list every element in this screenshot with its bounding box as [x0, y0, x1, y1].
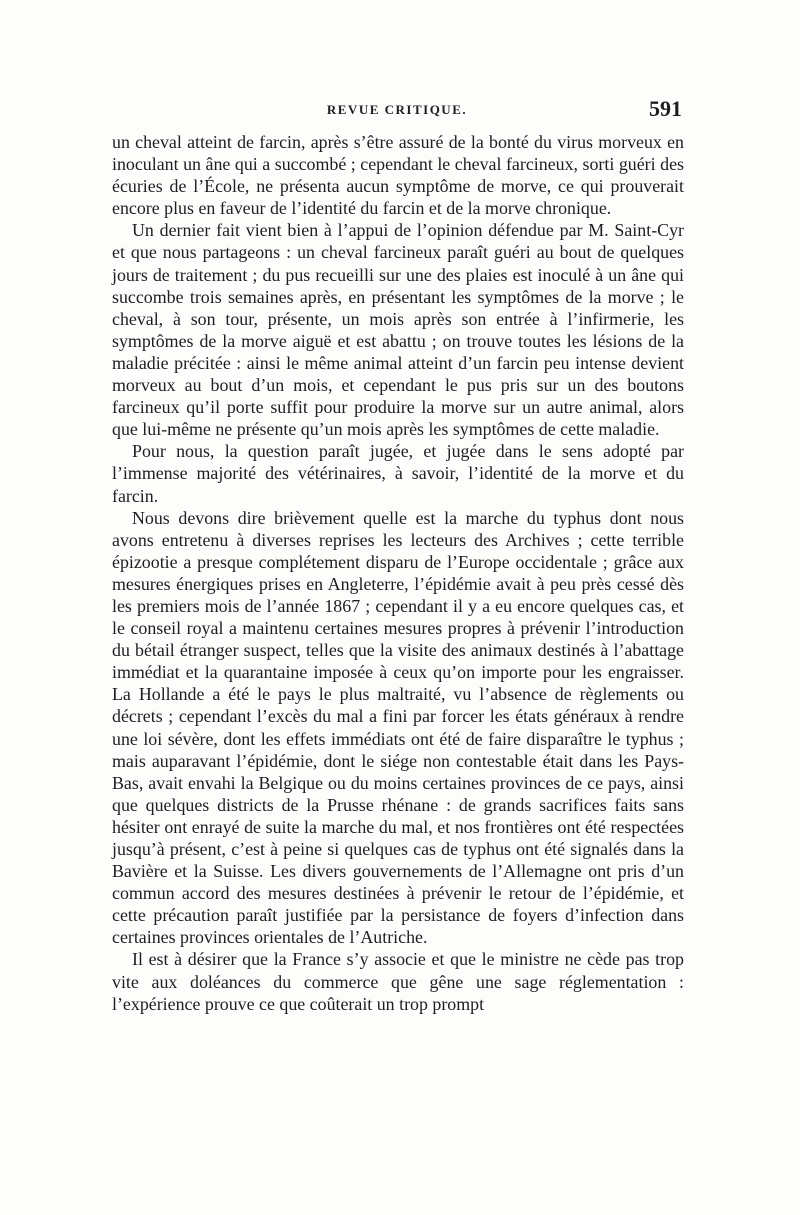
paragraph-saint-cyr: Un dernier fait vient bien à l’appui de l’opinion défendue par M. Saint-Cyr et que nous partageons : un cheval farcineux paraît guéri au bout de quelques jours de traitement ; du pus recueilli sur une des plaies est inoculé à un âne qui succombe trois semaines après, en présentant les symptômes de la morve ; le cheval, à son tour, présente, un mois après son entrée à l’infirmerie, les symptômes de la morve aiguë et est abattu ; on trouve toutes les lésions de la maladie précitée : ainsi le même animal atteint d’un farcin peu intense devient morveux au bout d’un mois, et cependant le pus pris sur un des boutons farcineux qu’il porte suffit pour produire la morve sur un autre animal, alors que lui-même ne présente qu’un mois après les symptômes de cette maladie.	[112, 220, 684, 440]
paragraph-typhus: Nous devons dire brièvement quelle est la marche du typhus dont nous avons entretenu à diverses reprises les lecteurs des Archives ; cette terrible épizootie a presque complétement disparu de l’Europe occidentale ; grâce aux mesures énergiques prises en Angleterre, l’épidémie avait à peu près cessé dès les premiers mois de l’année 1867 ; cependant il y a eu encore quelques cas, et le conseil royal a maintenu certaines mesures propres à prévenir l’introduction du bétail étranger suspect, telles que la visite des animaux destinés à l’abattage immédiat et la quarantaine imposée à ceux qu’on importe pour les engraisser. La Hollande a été le pays le plus maltraité, vu l’absence de règlements ou décrets ; cependant l’excès du mal a fini par forcer les états généraux à rendre une loi sévère, dont les effets immédiats ont été de faire disparaître le typhus ; mais auparavant l’épidémie, dont le siége non contestable était dans les Pays-Bas, avait envahi la Belgique ou du moins certaines provinces de ce pays, ainsi que quelques districts de la Prusse rhénane : de grands sacrifices faits sans hésiter ont enrayé de suite la marche du mal, et nos frontières ont été respectées jusqu’à présent, c’est à peine si quelques cas de typhus ont été signalés dans la Bavière et la Suisse. Les divers gouvernements de l’Allemagne ont pris d’un commun accord des mesures destinées à prévenir le retour de l’épidémie, et cette précaution paraît justifiée par la persistance de foyers d’infection dans certaines provinces orientales de l’Autriche.	[112, 507, 684, 948]
paragraph-france: Il est à désirer que la France s’y associe et que le ministre ne cède pas trop vite aux doléances du commerce que gêne une sage réglementation : l’expérience prouve ce que coûterait un trop prompt	[112, 949, 684, 1014]
paragraph-continuation: un cheval atteint de farcin, après s’être assuré de la bonté du virus morveux en inoculant un âne qui a succombé ; cependant le cheval farcineux, sorti guéri des écuries de l’École, ne présenta aucun symptôme de morve, ce qui prouverait encore plus en faveur de l’identité du farcin et de la morve chronique.	[112, 132, 684, 219]
running-head: REVUE CRITIQUE.	[326, 102, 468, 117]
page-number: 591	[649, 96, 682, 121]
paragraph-conclusion: Pour nous, la question paraît jugée, et jugée dans le sens adopté par l’immense majorité des vétérinaires, à savoir, l’identité de la morve et du farcin.	[112, 441, 684, 506]
page-header	[112, 96, 682, 124]
body-text	[112, 131, 684, 1015]
